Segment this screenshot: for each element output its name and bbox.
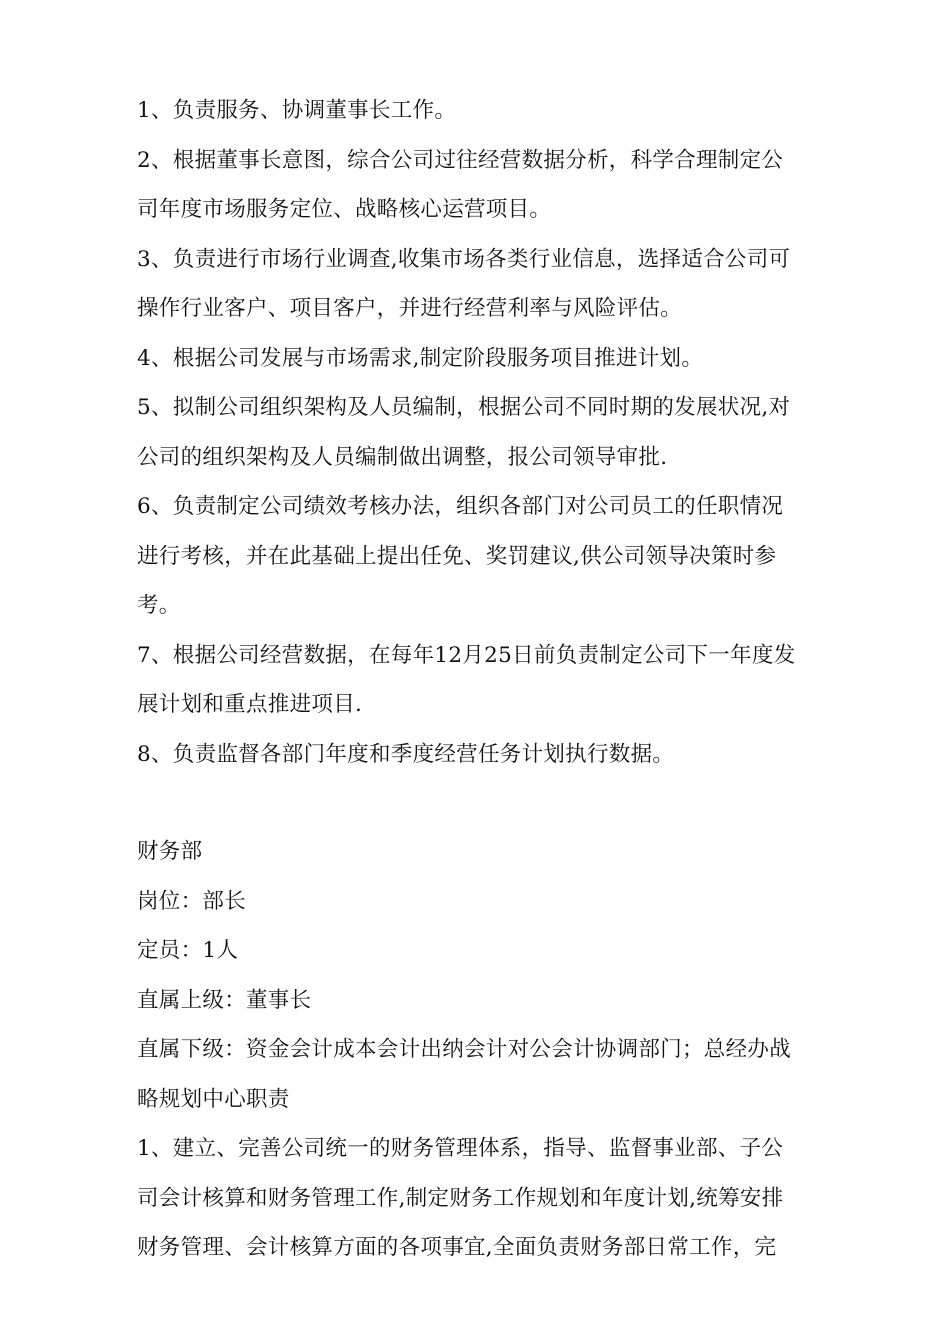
duty-line: 6、负责制定公司绩效考核办法，组织各部门对公司员工的任职情况 [137, 494, 784, 519]
duty-line: 4、根据公司发展与市场需求,制定阶段服务项目推进计划。 [137, 345, 704, 371]
duty-line: 2、根据董事长意图，综合公司过往经营数据分析，科学合理制定公 [137, 147, 784, 173]
duty-line: 操作行业客户、项目客户，并进行经营利率与风险评估。 [137, 296, 683, 321]
position-field: 岗位：部长 [137, 888, 247, 914]
duty-line: 7、根据公司经营数据，在每年12月25日前负责制定公司下一年度发 [137, 642, 796, 668]
duty-line: 展计划和重点推进项目. [137, 692, 363, 717]
document-body [137, 86, 817, 1273]
duty-line: 进行考核，并在此基础上提出任免、奖罚建议,供公司领导决策时参 [137, 543, 777, 569]
duty-line: 考。 [137, 593, 181, 618]
duty-line: 司年度市场服务定位、战略核心运营项目。 [137, 197, 552, 222]
finance-duty-line: 司会计核算和财务管理工作,制定财务工作规划和年度计划,统筹安排 [137, 1185, 784, 1211]
duty-line: 8、负责监督各部门年度和季度经营任务计划执行数据。 [137, 741, 675, 767]
department-title: 财务部 [137, 839, 203, 864]
duty-line: 3、负责进行市场行业调查,收集市场各类行业信息，选择适合公司可 [137, 246, 791, 272]
superior-field: 直属上级：董事长 [137, 987, 312, 1013]
subordinates-field-continued: 略规划中心职责 [137, 1086, 290, 1112]
subordinates-field: 直属下级：资金会计成本会计出纳会计对公会计协调部门；总经办战 [137, 1037, 792, 1062]
section-spacer [137, 779, 817, 827]
finance-duty-line: 财务管理、会计核算方面的各项事宜,全面负责财务部日常工作，完 [137, 1235, 777, 1260]
duty-line: 1、负责服务、协调董事长工作。 [137, 98, 457, 123]
headcount-field: 定员：1人 [137, 938, 239, 963]
finance-duty-line: 1、建立、完善公司统一的财务管理体系，指导、监督事业部、子公 [137, 1136, 784, 1161]
duty-line: 5、拟制公司组织架构及人员编制，根据公司不同时期的发展状况,对 [137, 395, 791, 420]
duty-line: 公司的组织架构及人员编制做出调整，报公司领导审批. [137, 444, 668, 470]
